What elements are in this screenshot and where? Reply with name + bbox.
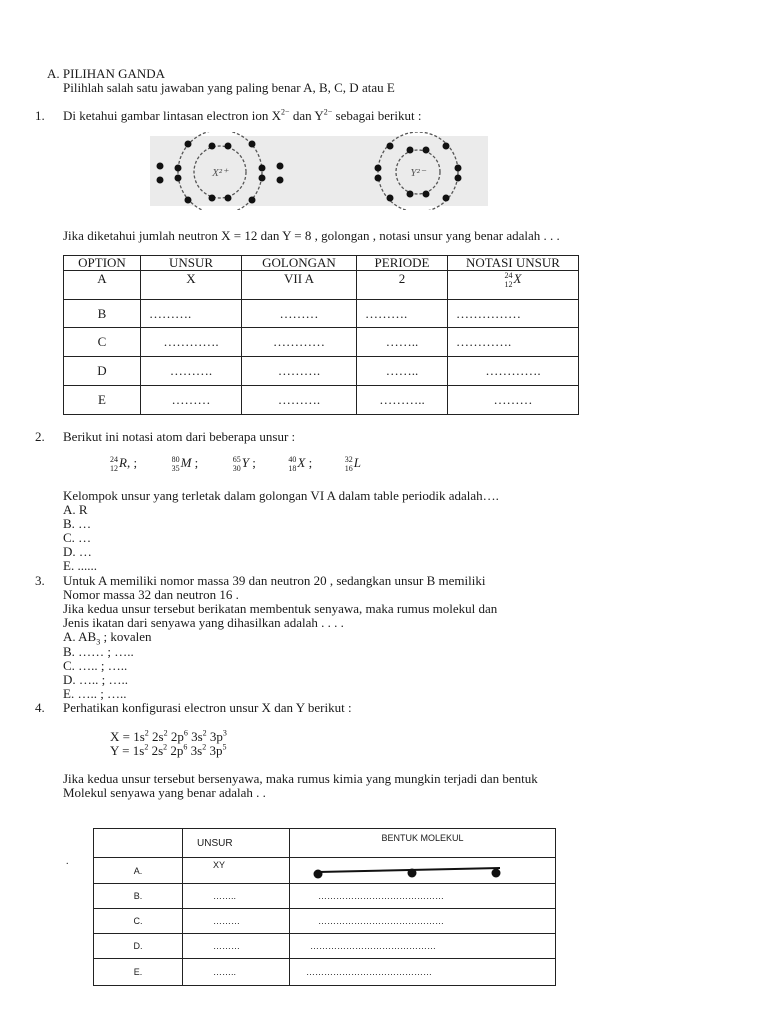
cell-notasi: …………. — [448, 357, 579, 386]
table-row — [94, 934, 556, 959]
cell-unsur: ……… — [183, 934, 290, 959]
q3-option-b: B. …… ; ….. — [63, 644, 134, 659]
q3-number: 3. — [35, 573, 45, 588]
q2-prompt: Kelompok unsur yang terletak dalam golongan VI A dalam table periodik adalah…. — [63, 488, 499, 503]
q2-option-e: E. ...... — [63, 558, 97, 573]
table-row — [94, 884, 556, 909]
cell-golongan: ……… — [242, 300, 357, 328]
q4-prompt-1: Jika kedua unsur tersebut bersenyawa, maka rumus kimia yang mungkin terjadi dan bentuk — [63, 771, 538, 786]
q3-option-e: E. ….. ; ….. — [63, 686, 127, 701]
atom-y-label: Y²⁻ — [410, 167, 426, 179]
q4-config-y: $Y = 1s^2$ $2s^2$ $2p^6$ $3s^2$ $3p^5$ — [110, 742, 227, 758]
q3-line-4: Jenis ikatan dari senyawa yang dihasilkan adalah . . . . — [63, 615, 344, 630]
table-row — [64, 386, 579, 415]
q3-option-c: C. ….. ; ….. — [63, 658, 128, 673]
cell-periode: ………. — [357, 300, 448, 328]
section-heading: A. PILIHAN GANDA — [47, 66, 166, 81]
q3-line-2: Nomor massa 32 dan neutron 16 . — [63, 587, 239, 602]
q2-option-b: B. … — [63, 516, 92, 531]
cell-option: D — [64, 357, 141, 386]
header-unsur: UNSUR — [183, 829, 290, 858]
ion-charge-y: 2− — [323, 107, 333, 117]
cell-golongan: ………. — [242, 386, 357, 415]
cell-periode: ……….. — [357, 386, 448, 415]
cell-unsur: ……… — [183, 909, 290, 934]
cell-unsur: …………. — [141, 328, 242, 357]
q4-config-x: $X = 1s^2$ $2s^2$ $2p^6$ $3s^2$ $3p^3$ — [110, 728, 227, 744]
isotope-l: 32 16 L — [344, 455, 361, 474]
cell-option: A — [64, 271, 141, 300]
cell-golongan: VII A — [242, 271, 357, 300]
stray-dot: . — [66, 856, 69, 867]
q2-text: Berikut ini notasi atom dari beberapa unsur : — [63, 429, 296, 444]
q4-number: 4. — [35, 700, 45, 715]
header-notasi: NOTASI UNSUR — [448, 256, 579, 271]
q4-table-header — [94, 829, 556, 858]
cell-unsur: …….. — [183, 959, 290, 986]
cell-option: B. — [94, 884, 183, 909]
cell-unsur: XY — [183, 858, 290, 884]
table-row — [94, 858, 556, 884]
cell-periode: …….. — [357, 328, 448, 357]
q2-option-d: D. … — [63, 544, 92, 559]
cell-option: E — [64, 386, 141, 415]
isotope-r: 24 12 R — [110, 455, 127, 474]
table-row — [64, 357, 579, 386]
cell-unsur: X — [141, 271, 242, 300]
cell-bentuk: …………………………………… — [290, 884, 556, 909]
isotope-m: 80 35 M — [171, 455, 192, 474]
table-row — [94, 909, 556, 934]
cell-golongan: ………… — [242, 328, 357, 357]
q4-answer-table — [93, 828, 556, 986]
cell-notasi: …………… — [448, 300, 579, 328]
q3-option-a: A. $AB_3$ ; kovalen — [63, 629, 152, 647]
isotope-notation: 24 12 X — [504, 271, 522, 290]
isotope-x: 40 18 X — [288, 455, 306, 474]
cell-option: A. — [94, 858, 183, 884]
isotope-y: 65 30 Y — [232, 455, 250, 474]
cell-option: C. — [94, 909, 183, 934]
cell-golongan: ………. — [242, 357, 357, 386]
cell-notasi: ……… — [448, 386, 579, 415]
table-row — [64, 271, 579, 300]
cell-bentuk: …………………………………… — [290, 909, 556, 934]
q2-isotope-list: 24 12 R, ; 80 35 M ; 65 30 Y ; 40 18 X ; 32 16 L — [110, 455, 361, 474]
cell-bentuk: …………………………………… — [290, 959, 556, 986]
cell-periode: …….. — [357, 357, 448, 386]
q3-line-3: Jika kedua unsur tersebut berikatan membentuk senyawa, maka rumus molekul dan — [63, 601, 498, 616]
q3-line-1: Untuk A memiliki nomor massa 39 dan neutron 20 , sedangkan unsur B memiliki — [63, 573, 486, 588]
q1-text: Di ketahui gambar lintasan electron ion $X^{2-}$ dan $Y^{2-}$ sebagai berikut : — [63, 107, 422, 123]
cell-option: E. — [94, 959, 183, 986]
cell-option: B — [64, 300, 141, 328]
q1-answer-table — [63, 255, 579, 415]
header-golongan: GOLONGAN — [242, 256, 357, 271]
q3-option-d: D. ….. ; ….. — [63, 672, 128, 687]
section-instruction: Pilihlah salah satu jawaban yang paling benar A, B, C, D atau E — [63, 80, 395, 95]
q1-table-header — [64, 256, 579, 271]
linear-molecule-drawing — [304, 861, 504, 881]
table-row — [64, 300, 579, 328]
cell-periode: 2 — [357, 271, 448, 300]
cell-unsur: ………. — [141, 357, 242, 386]
q2-option-a: A. R — [63, 502, 88, 517]
atom-x-label: X²⁺ — [212, 167, 228, 179]
q1-prompt: Jika diketahui jumlah neutron X = 12 dan Y = 8 , golongan , notasi unsur yang benar adalah . . . — [63, 228, 560, 243]
ion-charge-x: 2− — [281, 107, 290, 117]
table-row — [94, 959, 556, 986]
cell-option: D. — [94, 934, 183, 959]
header-blank — [94, 829, 183, 858]
q4-prompt-2: Molekul senyawa yang benar adalah . . — [63, 785, 266, 800]
header-option: OPTION — [64, 256, 141, 271]
electron-shell-figure — [150, 132, 488, 210]
cell-option: C — [64, 328, 141, 357]
q2-number: 2. — [35, 429, 45, 444]
cell-bentuk — [290, 858, 556, 884]
cell-unsur: ………. — [141, 300, 242, 328]
cell-unsur: …….. — [183, 884, 290, 909]
q1-number: 1. — [35, 108, 45, 123]
cell-bentuk: …………………………………… — [290, 934, 556, 959]
header-periode: PERIODE — [357, 256, 448, 271]
cell-notasi — [448, 271, 579, 300]
table-row — [64, 328, 579, 357]
header-unsur: UNSUR — [141, 256, 242, 271]
q2-option-c: C. … — [63, 530, 92, 545]
cell-unsur: ……… — [141, 386, 242, 415]
header-bentuk-molekul: BENTUK MOLEKUL — [290, 829, 556, 858]
q4-text: Perhatikan konfigurasi electron unsur X dan Y berikut : — [63, 700, 352, 715]
cell-notasi: …………. — [448, 328, 579, 357]
